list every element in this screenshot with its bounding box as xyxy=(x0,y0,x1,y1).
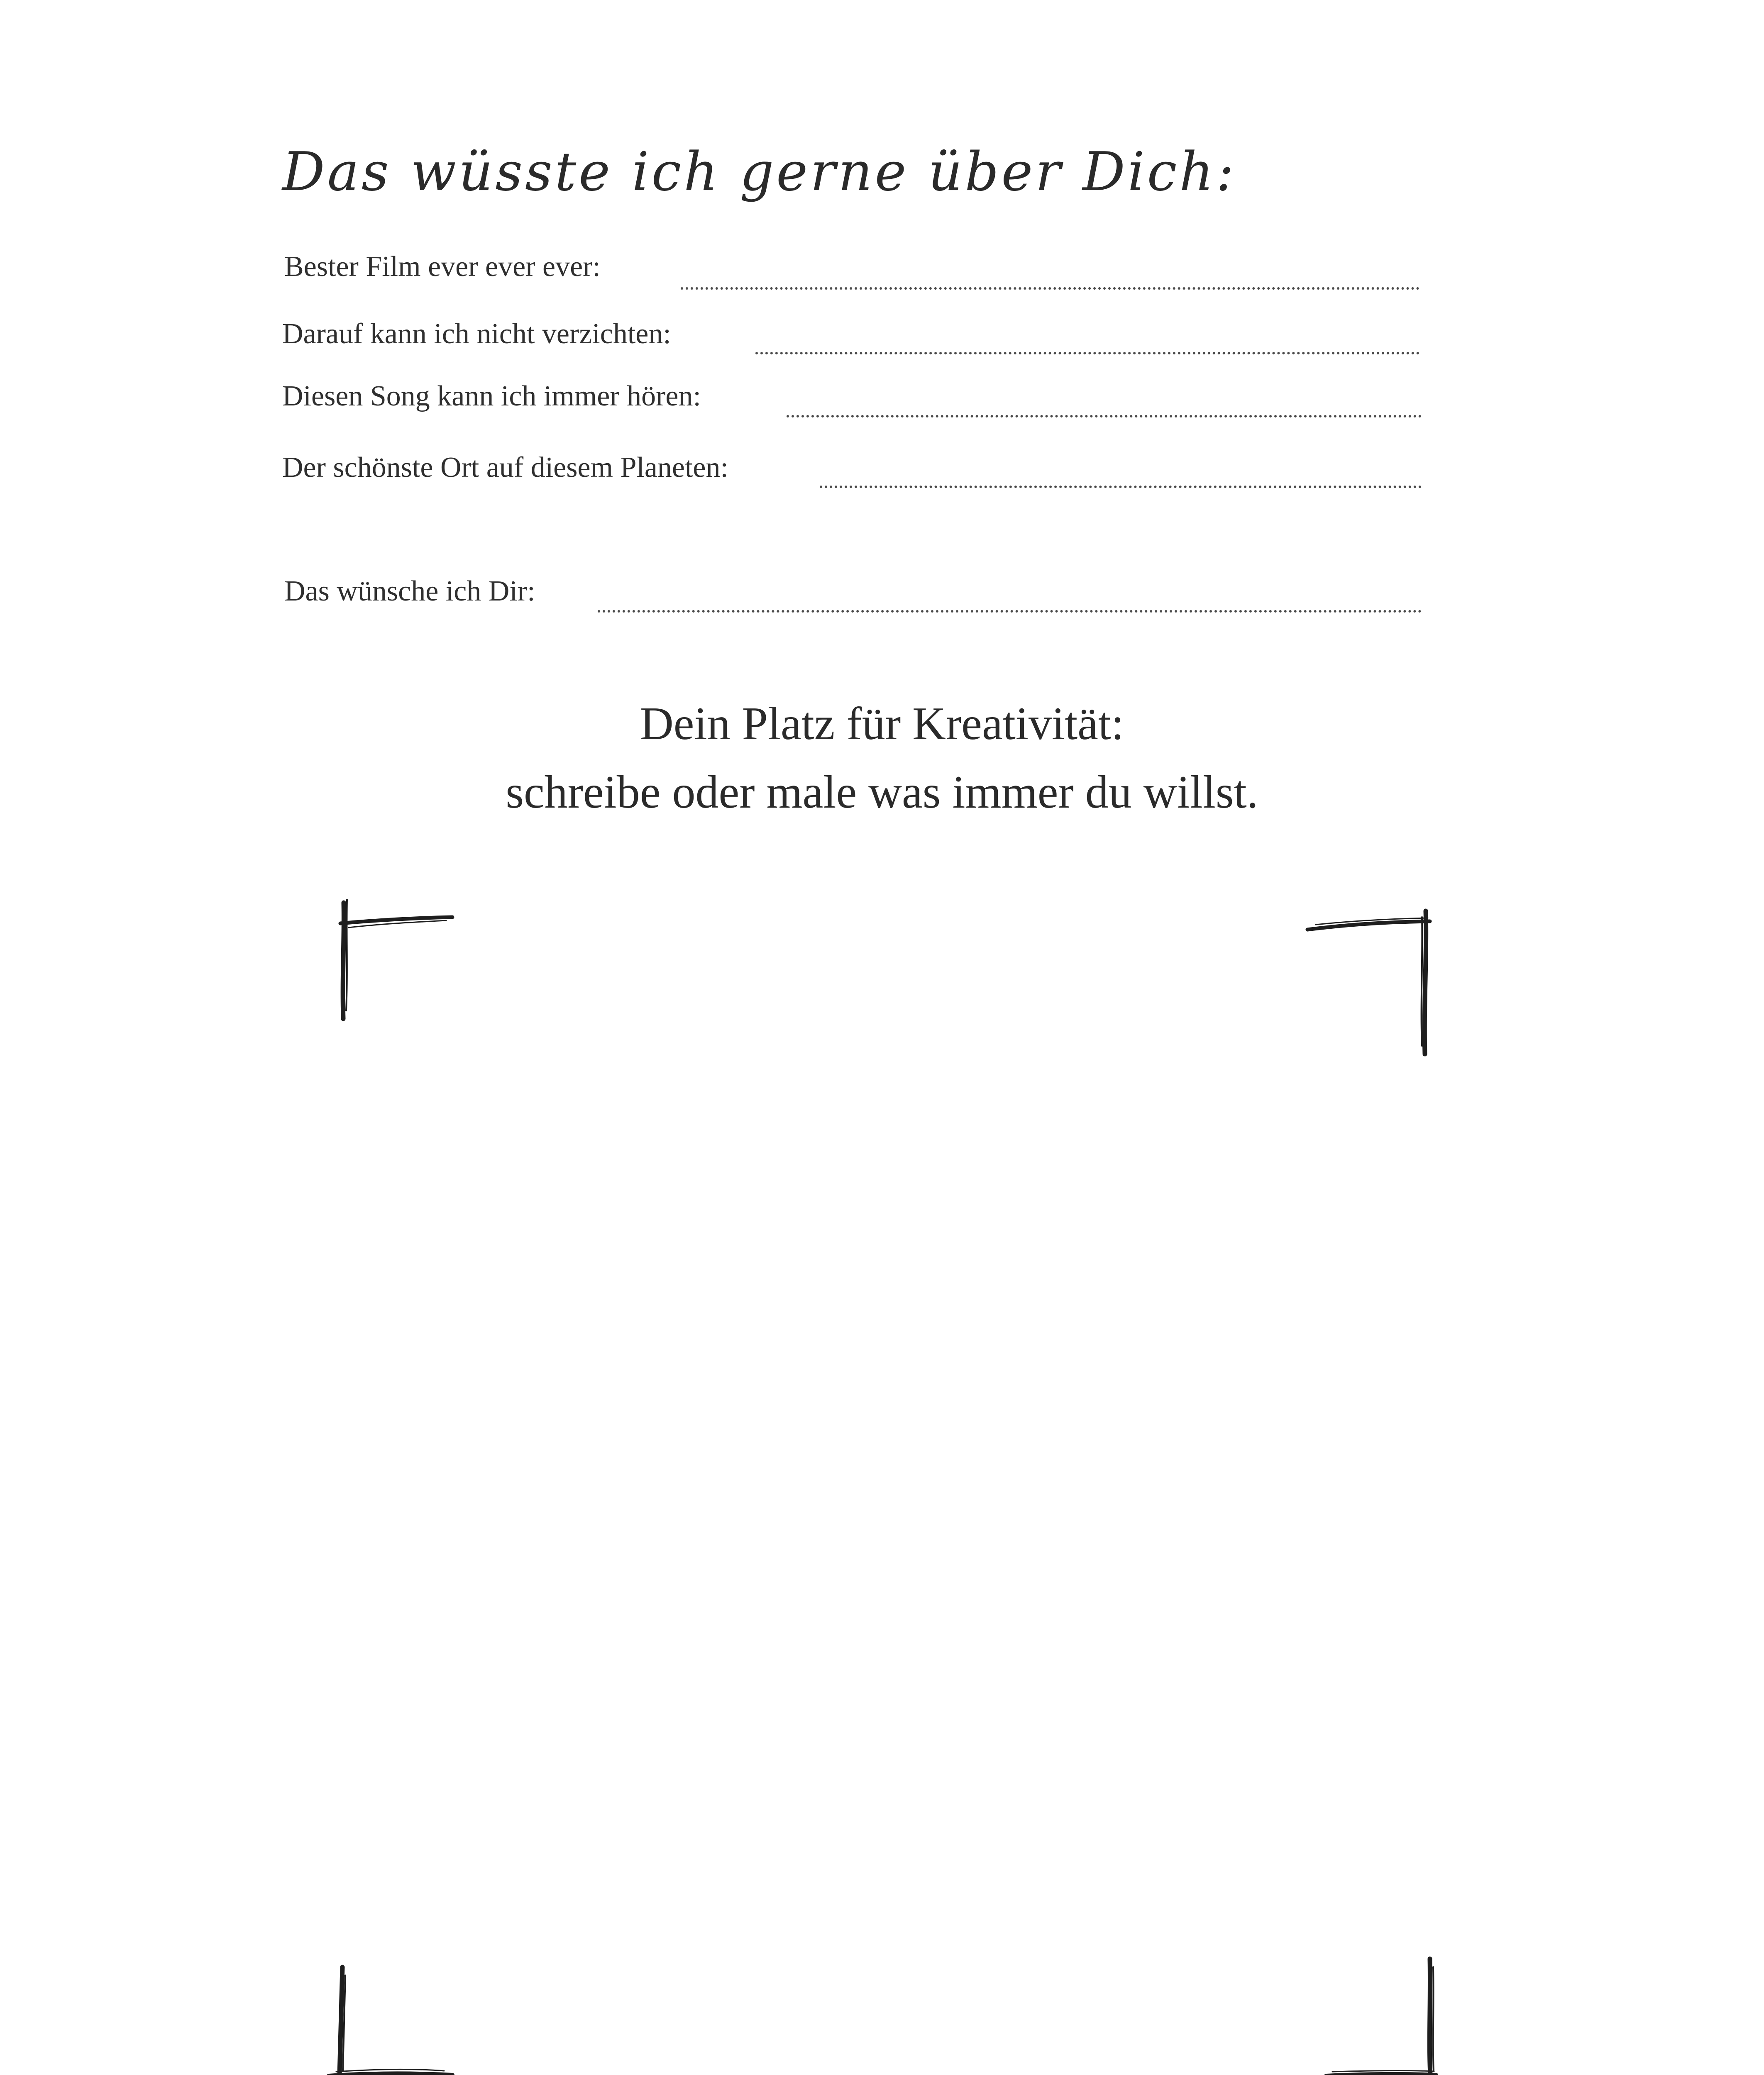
field-label-cannot-do-without: Darauf kann ich nicht verzichten: xyxy=(282,318,671,350)
field-line-best-film[interactable] xyxy=(681,287,1420,290)
field-line-my-wish[interactable] xyxy=(598,610,1422,613)
corner-bracket-bottom-left-icon xyxy=(324,1959,465,2075)
corner-bracket-bottom-right-icon xyxy=(1316,1950,1449,2075)
field-line-favorite-song[interactable] xyxy=(787,415,1422,417)
field-label-most-beautiful-place: Der schönste Ort auf diesem Planeten: xyxy=(282,452,728,483)
creative-heading-line-2: schreibe oder male was immer du willst. xyxy=(506,767,1258,818)
page-heading: Das wüsste ich gerne über Dich: xyxy=(282,141,1236,203)
creative-heading-line-1: Dein Platz für Kreativität: xyxy=(640,698,1124,749)
field-line-cannot-do-without[interactable] xyxy=(755,352,1420,354)
field-label-best-film: Bester Film ever ever ever: xyxy=(284,251,601,283)
field-line-most-beautiful-place[interactable] xyxy=(820,486,1422,488)
field-label-my-wish: Das wünsche ich Dir: xyxy=(284,575,535,607)
field-label-favorite-song: Diesen Song kann ich immer hören: xyxy=(282,380,701,412)
corner-bracket-top-right-icon xyxy=(1299,901,1440,1067)
corner-bracket-top-left-icon xyxy=(328,892,461,1029)
